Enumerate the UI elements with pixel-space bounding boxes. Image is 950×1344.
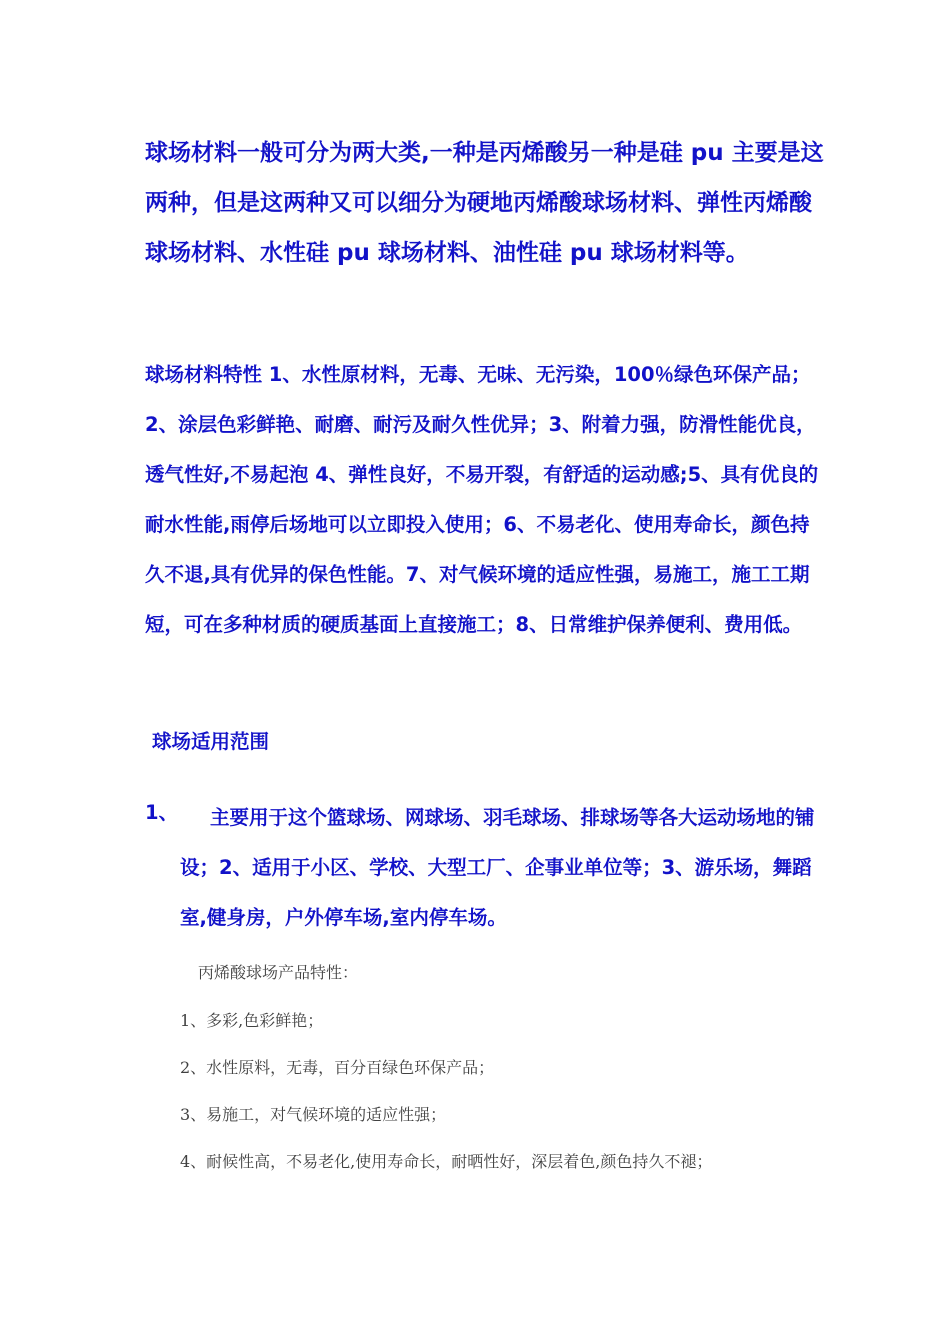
scope-heading: 球场适用范围 [152, 730, 270, 753]
acrylic-list-item: 2、水性原料，无毒，百分百绿色环保产品； [180, 1058, 495, 1077]
acrylic-list-item: 3、易施工，对气候环境的适应性强； [180, 1105, 447, 1124]
properties-paragraph: 球场材料特性 1、水性原材料，无毒、无味、无污染，100％绿色环保产品；2、涂层色彩鲜艳、耐磨、耐污及耐久性优异；3、附着力强，防滑性能优良，透气性好,不易起泡 4、弹性良好，不易开裂，有舒适的运动感;5、具有优良的耐水性能,雨停后场地可以立即投入使用；6、不易老化、使用寿命长，颜色持久不退,具有优异的保色性能。7、对气候环境的适应性强，易施工，施工工期短，可在多种材质的硬质基面上直接施工；8、日常维护保养便利、费用低。 [145, 363, 819, 636]
scope-list-number: 1、 [145, 801, 179, 824]
acrylic-section-title: 丙烯酸球场产品特性： [198, 963, 359, 982]
intro-paragraph: 球场材料一般可分为两大类,一种是丙烯酸另一种是硅 pu 主要是这两种，但是这两种又可以细分为硬地丙烯酸球场材料、弹性丙烯酸球场材料、水性硅 pu 球场材料、油性硅 pu 球场材料等。 [145, 140, 824, 266]
scope-list-text: 主要用于这个篮球场、网球场、羽毛球场、排球场等各大运动场地的铺设；2、适用于小区、学校、大型工厂、企事业单位等；3、游乐场，舞蹈室,健身房，户外停车场,室内停车场。 [180, 806, 815, 929]
acrylic-list-item: 1、多彩,色彩鲜艳； [180, 1011, 324, 1030]
acrylic-list-item: 4、耐候性高，不易老化,使用寿命长，耐晒性好，深层着色,颜色持久不褪； [180, 1152, 713, 1171]
